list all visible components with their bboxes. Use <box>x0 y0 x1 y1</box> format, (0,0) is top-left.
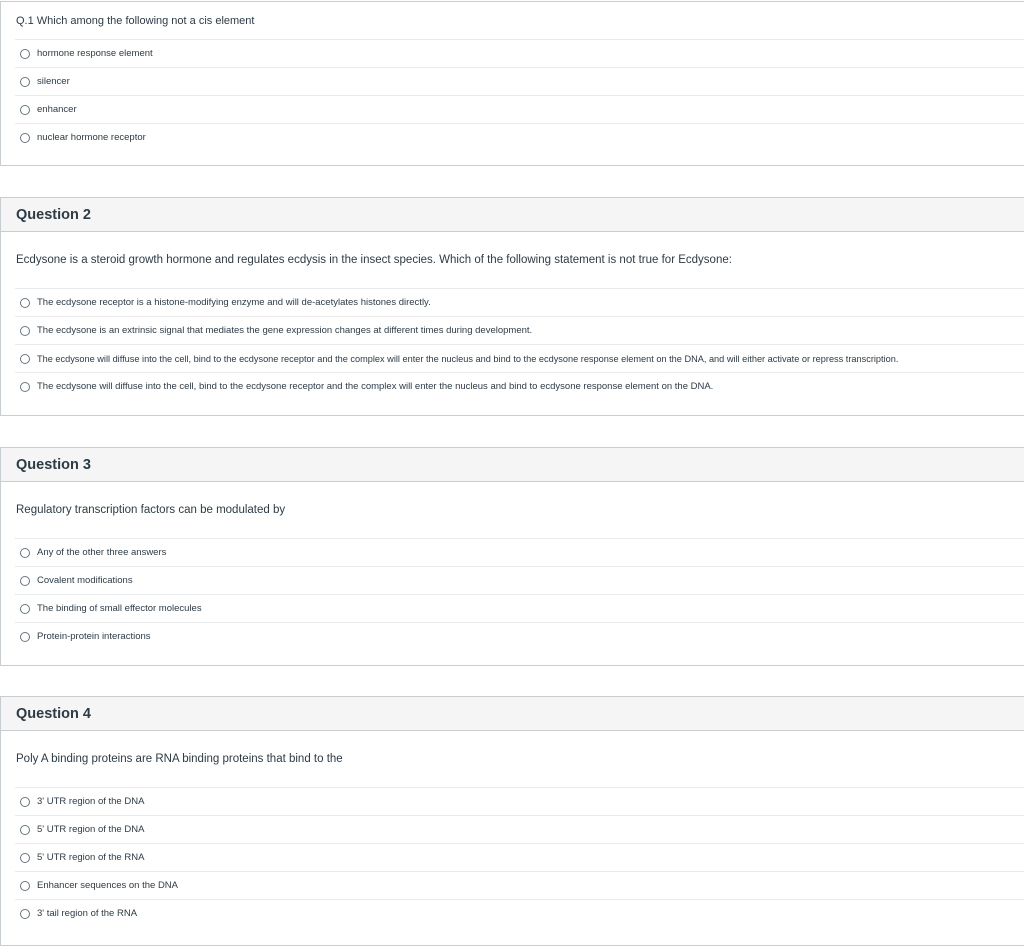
question-4 <box>0 696 1024 946</box>
answer-option[interactable]: The ecdysone will diffuse into the cell, bind to the ecdysone receptor and the complex will enter the nucleus and bind to ecdysone response element on the DNA. <box>15 372 1024 400</box>
radio-button[interactable] <box>20 298 30 308</box>
radio-button[interactable] <box>20 825 30 835</box>
answer-option[interactable]: Covalent modifications <box>15 566 1024 594</box>
answer-option[interactable]: 5' UTR region of the RNA <box>15 843 1024 871</box>
answer-option[interactable]: 5' UTR region of the DNA <box>15 815 1024 843</box>
answer-option[interactable]: The ecdysone will diffuse into the cell, bind to the ecdysone receptor and the complex will enter the nucleus and bind to the ecdysone response element on the DNA, and will either activate or repress transcription. <box>15 344 1024 372</box>
question-1-answers <box>15 39 1024 151</box>
radio-button[interactable] <box>20 354 30 364</box>
question-3 <box>0 447 1024 666</box>
radio-button[interactable] <box>20 133 30 143</box>
question-2-header: Question 2 <box>1 198 1024 232</box>
answer-option[interactable]: nuclear hormone receptor <box>15 123 1024 151</box>
question-2-text: Ecdysone is a steroid growth hormone and regulates ecdysis in the insect species. Which of the following statement is not true for Ecdysone: <box>16 254 732 266</box>
radio-button[interactable] <box>20 326 30 336</box>
radio-button[interactable] <box>20 576 30 586</box>
answer-option[interactable]: 3' UTR region of the DNA <box>15 787 1024 815</box>
answer-option[interactable]: The binding of small effector molecules <box>15 594 1024 622</box>
answer-option[interactable]: silencer <box>15 67 1024 95</box>
answer-option[interactable]: enhancer <box>15 95 1024 123</box>
question-3-text: Regulatory transcription factors can be modulated by <box>16 504 286 516</box>
question-4-text: Poly A binding proteins are RNA binding proteins that bind to the <box>16 753 343 765</box>
radio-button[interactable] <box>20 49 30 59</box>
radio-button[interactable] <box>20 797 30 807</box>
radio-button[interactable] <box>20 548 30 558</box>
question-4-answers <box>15 787 1024 927</box>
radio-button[interactable] <box>20 632 30 642</box>
answer-option[interactable]: The ecdysone is an extrinsic signal that mediates the gene expression changes at different times during development. <box>15 316 1024 344</box>
radio-button[interactable] <box>20 604 30 614</box>
radio-button[interactable] <box>20 881 30 891</box>
question-3-answers <box>15 538 1024 650</box>
radio-button[interactable] <box>20 853 30 863</box>
question-1 <box>0 1 1024 166</box>
answer-option[interactable]: The ecdysone receptor is a histone-modifying enzyme and will de-acetylates histones directly. <box>15 288 1024 316</box>
question-4-header: Question 4 <box>1 697 1024 731</box>
answer-option[interactable]: hormone response element <box>15 39 1024 67</box>
radio-button[interactable] <box>20 105 30 115</box>
question-1-text: Q.1 Which among the following not a cis element <box>16 14 255 27</box>
answer-option[interactable]: Enhancer sequences on the DNA <box>15 871 1024 899</box>
answer-option[interactable]: 3' tail region of the RNA <box>15 899 1024 927</box>
question-3-header: Question 3 <box>1 448 1024 482</box>
question-2 <box>0 197 1024 416</box>
answer-option[interactable]: Any of the other three answers <box>15 538 1024 566</box>
radio-button[interactable] <box>20 77 30 87</box>
answer-option[interactable]: Protein-protein interactions <box>15 622 1024 650</box>
question-2-answers <box>15 288 1024 400</box>
radio-button[interactable] <box>20 382 30 392</box>
radio-button[interactable] <box>20 909 30 919</box>
